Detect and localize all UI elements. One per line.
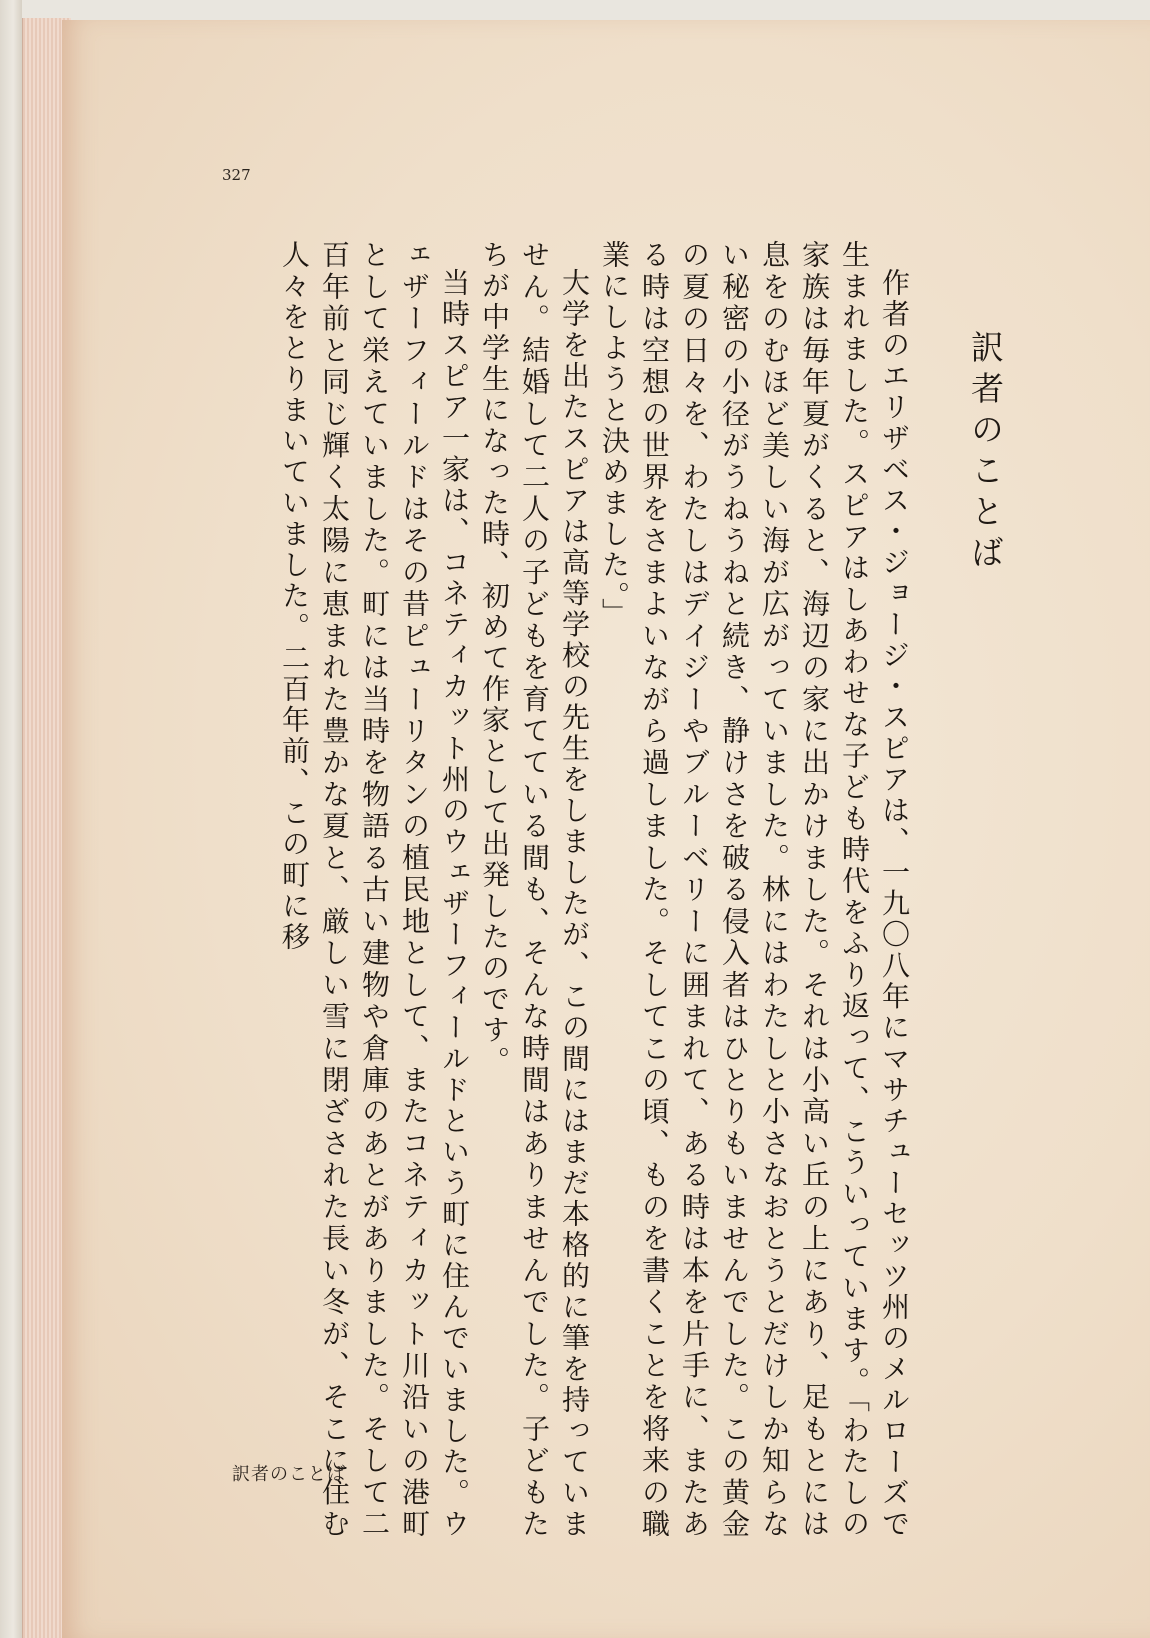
body-text	[274, 240, 914, 1540]
running-footer: 訳者のことば	[232, 1464, 346, 1485]
paragraph: 作者のエリザベス・ジョージ・スピアは、一九〇八年にマサチューセッツ州のメルローズで生まれました。スピアはしあわせな子ども時代をふり返って、こういっています。「わたしの家族は毎年夏がくると、海辺の家に出かけました。それは小高い丘の上にあり、足もとには息をのむほど美しい海が広がっていました。林にはわたしと小さなおとうとだけしか知らない秘密の小径がうねうねと続き、静けさを破る侵入者はひとりもいませんでした。この黄金の夏の日々を、わたしはデイジーやブルーベリーに囲まれて、ある時は本を片手に、またある時は空想の世界をさまよいながら過しました。そしてこの頃、ものを書くことを将来の職業にしようと決めました。」	[598, 240, 911, 1540]
section-title: 訳者のことば	[966, 330, 1005, 576]
book-binding-spine	[0, 0, 22, 1638]
paragraph: 大学を出たスピアは高等学校の先生をしましたが、この間にはまだ本格的に筆を持っていません。結婚して二人の子どもを育てている間も、そんな時間はありませんでした。子どもたちが中学生になった時、初めて作家として出発したのです。	[478, 240, 591, 1541]
paragraph: 当時スピア一家は、コネティカット州のウェザーフィールドという町に住んでいました。ウェザーフィールドはその昔ピューリタンの植民地として、またコネティカット川沿いの港町として栄えていました。町には当時を物語る古い建物や倉庫のあとがありました。そして二百年前と同じ輝く太陽に恵まれた豊かな夏と、厳しい雪に閉ざされた長い冬が、そこに住む人々をとりまいていました。二百年前、この町に移	[278, 240, 471, 1541]
page-number: 327	[222, 166, 251, 184]
